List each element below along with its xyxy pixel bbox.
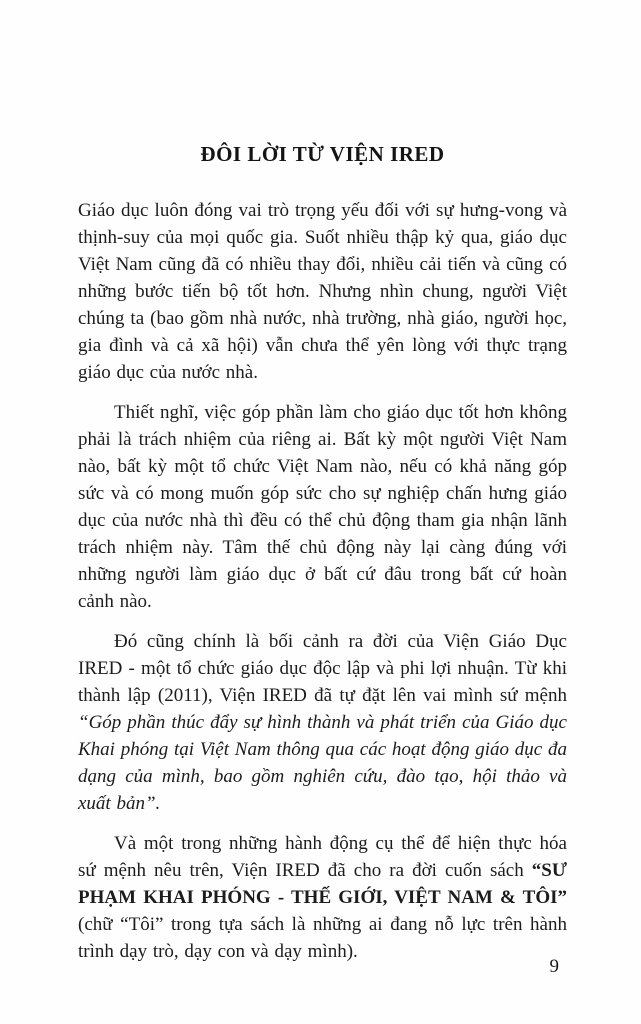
body-paragraph: [78, 628, 567, 817]
text-segment: Giáo dục luôn đóng vai trò trọng yếu đối với sự hưng-vong và thịnh-suy của mọi quốc gia. Suốt nhiều thập kỷ qua, giáo dục Việt Nam cũng đã có nhiều thay đổi, nhiều cải tiến và cũng có những bước tiến bộ tốt hơn. Nhưng nhìn chung, người Việt chúng ta (bao gồm nhà nước, nhà trường, nhà giáo, người học, gia đình và cả xã hội) vẫn chưa thể yên lòng với thực trạng giáo dục của nước nhà.: [78, 200, 567, 383]
body-paragraph: [78, 399, 567, 615]
body-paragraph: [78, 197, 567, 386]
text-segment: Thiết nghĩ, việc góp phần làm cho giáo dục tốt hơn không phải là trách nhiệm của riêng ai. Bất kỳ một người Việt Nam nào, bất kỳ một tổ chức Việt Nam nào, nếu có khả năng góp sức và có mong muốn góp sức cho sự nghiệp chấn hưng giáo dục của nước nhà thì đều có thể chủ động tham gia nhận lãnh trách nhiệm này. Tâm thế chủ động này lại càng đúng với những người làm giáo dục ở bất cứ đâu trong bất cứ hoàn cảnh nào.: [78, 402, 567, 612]
page-title: ĐÔI LỜI TỪ VIỆN IRED: [200, 142, 445, 166]
page-number: 9: [549, 956, 559, 977]
body-text: [78, 197, 567, 965]
text-segment: Và một trong những hành động cụ thể để hiện thực hóa sứ mệnh nêu trên, Viện IRED đã cho ra đời cuốn sách: [78, 833, 567, 881]
text-segment: (chữ “Tôi” trong tựa sách là những ai đang nỗ lực trên hành trình dạy trò, dạy con và dạy mình).: [78, 914, 567, 962]
text-segment: Đó cũng chính là bối cảnh ra đời của Viện Giáo Dục IRED - một tổ chức giáo dục độc lập và phi lợi nhuận. Từ khi thành lập (2011), Viện IRED đã tự đặt lên vai mình sứ mệnh: [78, 631, 567, 706]
text-segment: “SƯ PHẠM KHAI PHÓNG - THẾ GIỚI, VIỆT NAM & TÔI”: [78, 860, 567, 908]
body-paragraph: [78, 830, 567, 965]
text-segment: “Góp phần thúc đẩy sự hình thành và phát triển của Giáo dục Khai phóng tại Việt Nam thông qua các hoạt động giáo dục đa dạng của mình, bao gồm nghiên cứu, đào tạo, hội thảo và xuất bản”.: [78, 712, 567, 814]
